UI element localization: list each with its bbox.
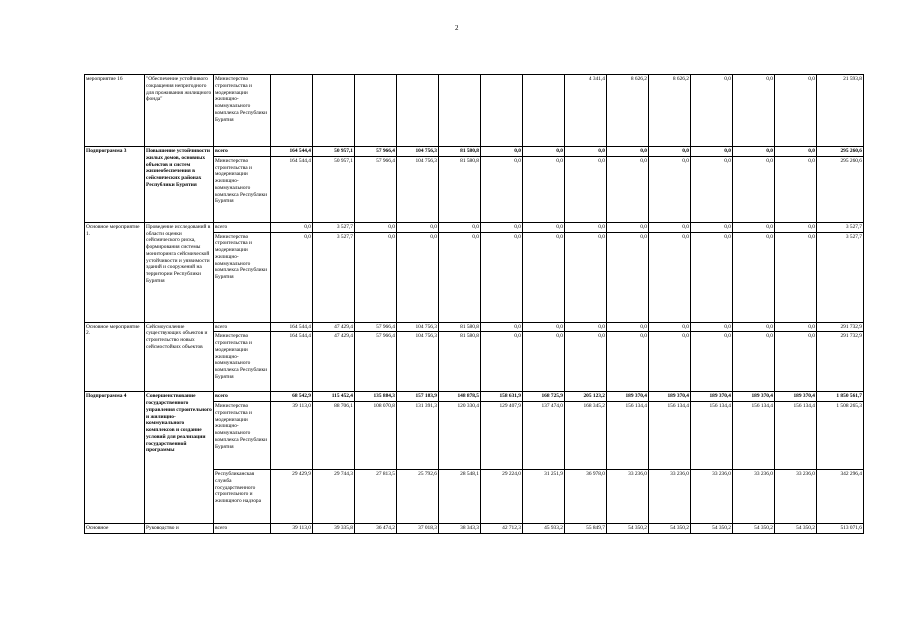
value-cell: 57 966,4: [355, 147, 397, 157]
value-cell: 29 224,0: [481, 470, 523, 524]
value-cell: 0,0: [691, 147, 733, 157]
value-cell: 57 966,4: [355, 332, 397, 392]
value-cell: 104 756,3: [397, 147, 439, 157]
value-cell: 0,0: [649, 322, 691, 332]
value-cell: 54 350,2: [691, 524, 733, 534]
row-executor: Министерство строительства и модернизации жилищно-коммунального комплекса Республики Бурятия: [214, 75, 271, 147]
value-cell: 0,0: [733, 232, 775, 322]
value-cell: 104 756,3: [397, 322, 439, 332]
value-cell: 0,0: [649, 232, 691, 322]
value-cell: 131 391,3: [397, 402, 439, 470]
value-cell: 0,0: [775, 147, 817, 157]
value-cell: 0,0: [691, 75, 733, 147]
row-executor: всего: [214, 322, 271, 332]
value-cell: 0,0: [523, 322, 565, 332]
row-code: Основное мероприятие 2.: [85, 322, 145, 392]
value-cell: 0,0: [565, 232, 607, 322]
value-cell: 36 474,2: [355, 524, 397, 534]
row-code: Основное: [85, 524, 145, 534]
value-cell: 0,0: [775, 156, 817, 222]
value-cell: 0,0: [565, 332, 607, 392]
value-cell: 33 236,0: [607, 470, 649, 524]
value-cell: 0,0: [775, 75, 817, 147]
value-cell: 158 631,9: [481, 392, 523, 402]
value-cell: 8 626,2: [649, 75, 691, 147]
value-cell: 156 134,4: [775, 402, 817, 470]
table-row: [85, 524, 864, 534]
value-cell: 168 725,9: [523, 392, 565, 402]
value-cell: 0,0: [607, 156, 649, 222]
value-cell: 295 260,6: [817, 147, 864, 157]
value-cell: 156 134,4: [649, 402, 691, 470]
value-cell: [523, 75, 565, 147]
value-cell: 0,0: [397, 232, 439, 322]
row-code: Подпрограмма 3: [85, 147, 145, 223]
value-cell: [271, 75, 313, 147]
value-cell: 29 744,3: [313, 470, 355, 524]
value-cell: 1 850 561,7: [817, 392, 864, 402]
value-cell: 81 580,8: [439, 322, 481, 332]
value-cell: 29 429,9: [271, 470, 313, 524]
value-cell: 0,0: [397, 222, 439, 232]
value-cell: 148 878,5: [439, 392, 481, 402]
value-cell: 0,0: [733, 222, 775, 232]
value-cell: 0,0: [691, 232, 733, 322]
row-title: Повышение устойчивости жилых домов, основных объектов и систем жизнеобеспечения в сейсмических районах Республики Бурятия: [145, 147, 214, 223]
value-cell: 135 884,3: [355, 392, 397, 402]
value-cell: 0,0: [733, 332, 775, 392]
value-cell: 0,0: [481, 156, 523, 222]
row-executor: Министерство строительства и модернизации жилищно-коммунального комплекса Республики Бурятия: [214, 156, 271, 222]
row-title: Совершенствование государственного управления строительного и жилищно-коммунального комплексов и создание условий для реализации государственной программы: [145, 392, 214, 524]
value-cell: 1 508 265,3: [817, 402, 864, 470]
value-cell: 0,0: [733, 75, 775, 147]
value-cell: 33 236,0: [691, 470, 733, 524]
value-cell: 205 123,2: [565, 392, 607, 402]
value-cell: 164 544,4: [271, 156, 313, 222]
value-cell: 137 474,0: [523, 402, 565, 470]
value-cell: 36 978,0: [565, 470, 607, 524]
value-cell: 0,0: [607, 232, 649, 322]
value-cell: 4 341,4: [565, 75, 607, 147]
value-cell: 81 580,8: [439, 332, 481, 392]
value-cell: 189 370,4: [733, 392, 775, 402]
row-code: мероприятие 16: [85, 75, 145, 147]
value-cell: 0,0: [691, 222, 733, 232]
value-cell: 0,0: [649, 147, 691, 157]
value-cell: 0,0: [523, 232, 565, 322]
value-cell: 0,0: [565, 156, 607, 222]
value-cell: 0,0: [565, 222, 607, 232]
table-row: [85, 222, 864, 232]
value-cell: [355, 75, 397, 147]
value-cell: 0,0: [775, 222, 817, 232]
value-cell: 21 593,8: [817, 75, 864, 147]
value-cell: 513 071,6: [817, 524, 864, 534]
value-cell: 50 957,1: [313, 147, 355, 157]
value-cell: 0,0: [733, 147, 775, 157]
row-title: "Обеспечение устойчивого сокращения непригодного для проживания жилищного фонда": [145, 75, 214, 147]
value-cell: 0,0: [607, 322, 649, 332]
value-cell: 3 527,7: [313, 222, 355, 232]
value-cell: 291 732,9: [817, 332, 864, 392]
value-cell: 57 966,4: [355, 156, 397, 222]
table-row: [85, 322, 864, 332]
value-cell: 156 134,4: [733, 402, 775, 470]
value-cell: 164 544,4: [271, 322, 313, 332]
value-cell: 0,0: [439, 222, 481, 232]
row-code: Подпрограмма 4: [85, 392, 145, 524]
value-cell: 33 236,0: [649, 470, 691, 524]
value-cell: 0,0: [733, 322, 775, 332]
value-cell: 0,0: [775, 322, 817, 332]
row-executor: Министерство строительства и модернизации жилищно-коммунального комплекса Республики Бурятия: [214, 402, 271, 470]
value-cell: 8 626,2: [607, 75, 649, 147]
row-executor: Министерство строительства и модернизации жилищно-коммунального комплекса Республики Бурятия: [214, 332, 271, 392]
value-cell: 55 849,7: [565, 524, 607, 534]
value-cell: 0,0: [271, 232, 313, 322]
value-cell: 0,0: [355, 222, 397, 232]
value-cell: [439, 75, 481, 147]
value-cell: 42 712,3: [481, 524, 523, 534]
value-cell: 189 370,4: [691, 392, 733, 402]
value-cell: 37 018,3: [397, 524, 439, 534]
value-cell: 54 350,2: [649, 524, 691, 534]
value-cell: 54 350,2: [775, 524, 817, 534]
value-cell: 0,0: [355, 232, 397, 322]
row-title: Сейсмоусиление существующих объектов и строительство новых сейсмостойких объектов: [145, 322, 214, 392]
value-cell: 0,0: [271, 222, 313, 232]
value-cell: 295 260,6: [817, 156, 864, 222]
table-row: [85, 75, 864, 147]
value-cell: 33 236,0: [775, 470, 817, 524]
value-cell: 25 792,6: [397, 470, 439, 524]
row-executor: всего: [214, 524, 271, 534]
value-cell: 47 429,4: [313, 332, 355, 392]
value-cell: 0,0: [481, 222, 523, 232]
value-cell: 39 113,0: [271, 524, 313, 534]
value-cell: 0,0: [607, 332, 649, 392]
value-cell: [313, 75, 355, 147]
value-cell: 0,0: [775, 232, 817, 322]
value-cell: 157 183,9: [397, 392, 439, 402]
value-cell: 189 370,4: [775, 392, 817, 402]
value-cell: 81 580,8: [439, 156, 481, 222]
table-row: [85, 392, 864, 402]
value-cell: 104 756,3: [397, 332, 439, 392]
value-cell: 291 732,9: [817, 322, 864, 332]
value-cell: 0,0: [523, 332, 565, 392]
value-cell: 164 544,4: [271, 332, 313, 392]
value-cell: 88 706,1: [313, 402, 355, 470]
value-cell: 33 236,0: [733, 470, 775, 524]
value-cell: 156 134,4: [607, 402, 649, 470]
row-executor: Министерство строительства и модернизации жилищно-коммунального комплекса Республики Бурятия: [214, 232, 271, 322]
row-title: Руководство и: [145, 524, 214, 534]
row-executor: всего: [214, 392, 271, 402]
row-title: Проведение исследований в области оценки сейсмического риска, формирования системы мониторинга сейсмической устойчивости и уязвимости зданий и сооружений на территории Республики Бурятия: [145, 222, 214, 322]
value-cell: 104 756,3: [397, 156, 439, 222]
value-cell: 0,0: [481, 332, 523, 392]
value-cell: 0,0: [649, 156, 691, 222]
value-cell: 156 134,4: [691, 402, 733, 470]
table-row: [85, 147, 864, 157]
value-cell: 0,0: [649, 332, 691, 392]
value-cell: 54 350,2: [733, 524, 775, 534]
value-cell: 0,0: [481, 232, 523, 322]
value-cell: 168 345,2: [565, 402, 607, 470]
value-cell: 189 370,4: [607, 392, 649, 402]
value-cell: 189 370,4: [649, 392, 691, 402]
value-cell: 0,0: [523, 156, 565, 222]
value-cell: 164 544,4: [271, 147, 313, 157]
value-cell: 108 070,8: [355, 402, 397, 470]
value-cell: 47 429,4: [313, 322, 355, 332]
value-cell: 0,0: [775, 332, 817, 392]
value-cell: 120 330,4: [439, 402, 481, 470]
value-cell: [481, 75, 523, 147]
value-cell: 54 350,2: [607, 524, 649, 534]
value-cell: 68 542,9: [271, 392, 313, 402]
value-cell: 0,0: [481, 322, 523, 332]
value-cell: 0,0: [439, 232, 481, 322]
value-cell: 0,0: [523, 222, 565, 232]
value-cell: 0,0: [565, 322, 607, 332]
value-cell: 342 296,4: [817, 470, 864, 524]
row-executor: всего: [214, 147, 271, 157]
page-number: 2: [455, 24, 459, 32]
value-cell: 115 452,4: [313, 392, 355, 402]
value-cell: 0,0: [691, 332, 733, 392]
value-cell: 50 957,1: [313, 156, 355, 222]
value-cell: 27 813,5: [355, 470, 397, 524]
value-cell: 39 113,0: [271, 402, 313, 470]
row-executor: всего: [214, 222, 271, 232]
budget-table: [84, 74, 864, 534]
value-cell: 28 548,1: [439, 470, 481, 524]
value-cell: 0,0: [691, 322, 733, 332]
value-cell: 3 527,7: [313, 232, 355, 322]
row-code: Основное мероприятие 1.: [85, 222, 145, 322]
value-cell: 0,0: [607, 222, 649, 232]
row-executor: Республиканская служба государственного строительного и жилищного надзора: [214, 470, 271, 524]
value-cell: 3 527,7: [817, 232, 864, 322]
value-cell: 57 966,4: [355, 322, 397, 332]
value-cell: 0,0: [481, 147, 523, 157]
value-cell: 0,0: [733, 156, 775, 222]
value-cell: 0,0: [691, 156, 733, 222]
value-cell: 39 335,8: [313, 524, 355, 534]
value-cell: 3 527,7: [817, 222, 864, 232]
value-cell: 0,0: [523, 147, 565, 157]
value-cell: [397, 75, 439, 147]
value-cell: 0,0: [649, 222, 691, 232]
value-cell: 45 933,2: [523, 524, 565, 534]
value-cell: 31 251,9: [523, 470, 565, 524]
value-cell: 81 580,8: [439, 147, 481, 157]
value-cell: 0,0: [607, 147, 649, 157]
value-cell: 38 343,3: [439, 524, 481, 534]
value-cell: 0,0: [565, 147, 607, 157]
value-cell: 129 407,9: [481, 402, 523, 470]
